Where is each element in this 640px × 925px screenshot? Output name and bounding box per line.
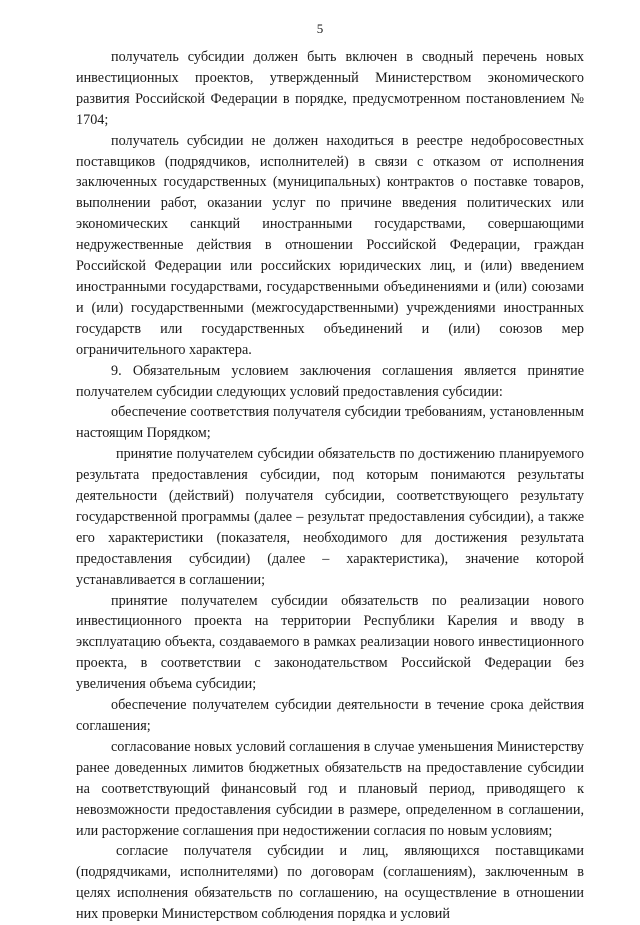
- paragraph-project-implementation: принятие получателем субсидии обязательств по реализации нового инвестиционного проекта на территории Республики Карелия и вводу в эксплуатацию объекта, создаваемого в рамках реализации нового инвестиционного проекта, в соответствии с законодательством Российской Федерации без увеличения объема субсидии;: [76, 592, 584, 693]
- document-body: [76, 47, 584, 925]
- page-number: 5: [316, 21, 324, 36]
- paragraph-new-conditions: согласование новых условий соглашения в случае уменьшения Министерству ранее доведенных лимитов бюджетных обязательств на предоставление субсидии на соответствующий финансовый год и плановый период, приводящего к невозможности предоставления субсидии в размере, определенном в соглашении, или расторжение соглашения при недостижении согласия по новым условиям;: [76, 738, 584, 839]
- paragraph-compliance: обеспечение соответствия получателя субсидии требованиям, установленным настоящим Порядком;: [76, 404, 584, 442]
- paragraph-investment-list: получатель субсидии должен быть включен в сводный перечень новых инвестиционных проектов, утвержденный Министерством экономического развития Российской Федерации в порядке, предусмотренном постановлением № 1704;: [76, 49, 584, 128]
- paragraph-clause-9: 9. Обязательным условием заключения соглашения является принятие получателем субсидии следующих условий предоставления субсидии:: [76, 362, 584, 400]
- paragraph-inspection-consent: согласие получателя субсидии и лиц, являющихся поставщиками (подрядчиками, исполнителями) по договорам (соглашениям), заключенным в целях исполнения обязательств по соглашению, на осуществление в отношении них проверки Министерством соблюдения порядка и условий: [76, 843, 584, 923]
- paragraph-result-obligations: принятие получателем субсидии обязательств по достижению планируемого результата предоставления субсидии, под которым понимаются результаты деятельности (действий) получателя субсидии, соответствующего результату государственной программы (далее – результат предоставления субсидии), а также его характеристики (показателя, необходимого для достижения результата предоставления субсидии) (далее – характеристика), значение которой устанавливается в соглашении;: [76, 446, 584, 588]
- paragraph-unfair-suppliers-registry: получатель субсидии не должен находиться в реестре недобросовестных поставщиков (подрядчиков, исполнителей) в связи с отказом от исполнения заключенных государственных (муниципальных) контрактов о поставке товаров, выполнении работ, оказании услуг по причине введения политических или экономических санкций иностранными государствами, совершающими недружественные действия в отношении Российской Федерации, граждан Российской Федерации или российских юридических лиц, и (или) введением иностранными государствами, государственными объединениями и (или) союзами и (или) государственными (межгосударственными) учреждениями иностранных государств или государственных объединений и (или) союзов мер ограничительного характера.: [76, 132, 584, 358]
- paragraph-activity-term: обеспечение получателем субсидии деятельности в течение срока действия соглашения;: [76, 697, 584, 734]
